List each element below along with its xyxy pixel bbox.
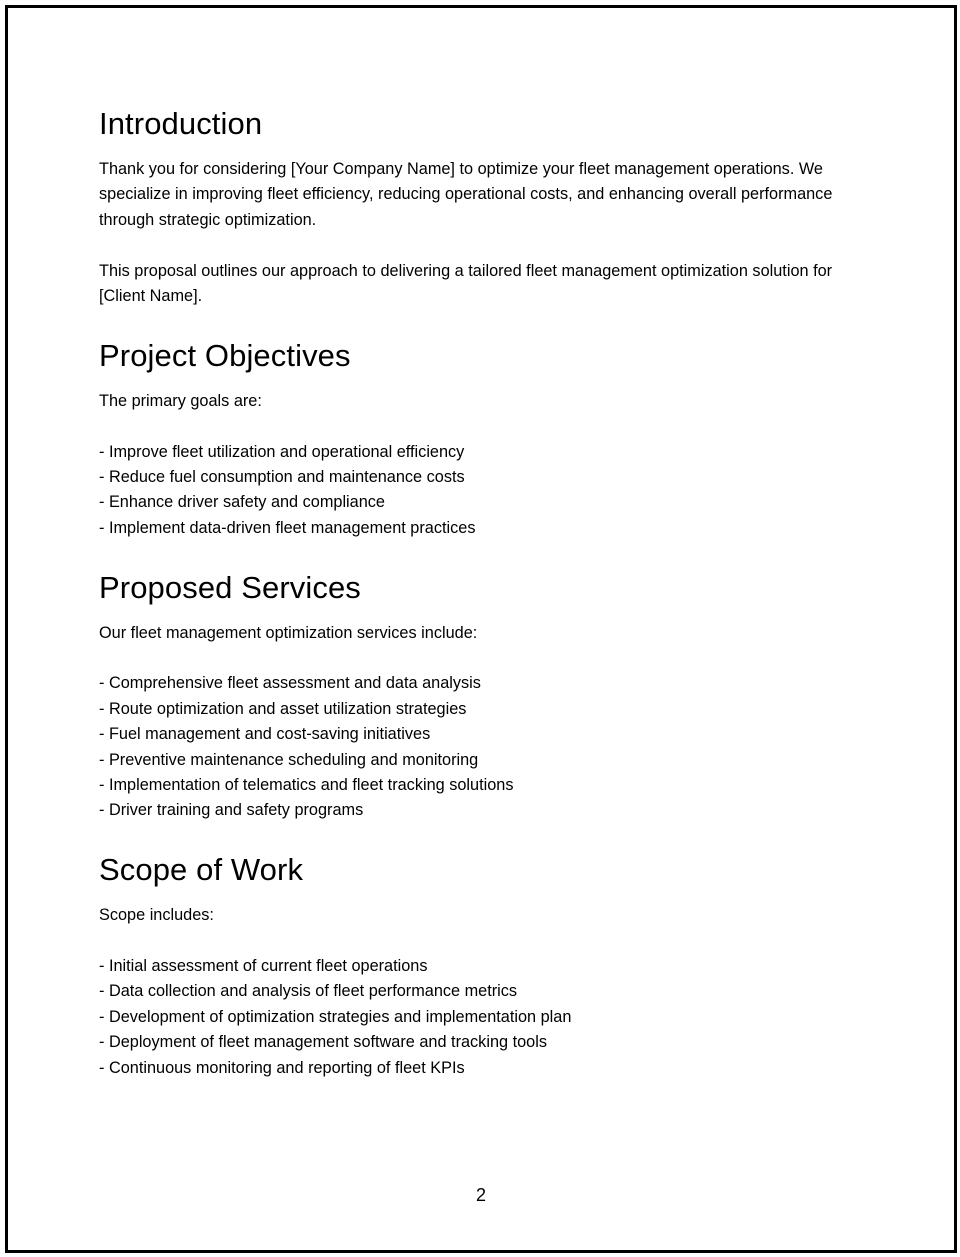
document-page (5, 5, 957, 1253)
list-item: - Route optimization and asset utilization strategies (99, 699, 467, 718)
section-introduction (99, 103, 869, 309)
paragraph: Our fleet management optimization services include: (99, 623, 478, 642)
paragraph: Scope includes: (99, 906, 214, 925)
objectives-list (99, 440, 869, 542)
list-item: - Continuous monitoring and reporting of fleet KPIs (99, 1058, 465, 1077)
list-item: - Data collection and analysis of fleet performance metrics (99, 982, 518, 1001)
section-project-objectives (99, 335, 869, 541)
list-item: - Driver training and safety programs (99, 801, 364, 820)
list-item: - Initial assessment of current fleet operations (99, 957, 428, 976)
list-item: - Development of optimization strategies and implementation plan (99, 1007, 572, 1026)
section-title: Proposed Services (99, 569, 361, 605)
list-item: - Improve fleet utilization and operational efficiency (99, 442, 465, 461)
list-item: - Deployment of fleet management software and tracking tools (99, 1033, 547, 1052)
list-item: - Implementation of telematics and fleet tracking solutions (99, 776, 514, 795)
list-item: - Preventive maintenance scheduling and monitoring (99, 750, 479, 769)
section-title: Introduction (99, 106, 263, 141)
paragraph: This proposal outlines our approach to delivering a tailored fleet management optimization solution for [Client Name]. (99, 261, 833, 306)
section-title: Scope of Work (99, 852, 304, 888)
services-list (99, 671, 869, 823)
list-item: - Reduce fuel consumption and maintenance costs (99, 468, 465, 487)
section-proposed-services (99, 567, 869, 824)
list-item: - Comprehensive fleet assessment and data analysis (99, 674, 481, 693)
list-item: - Enhance driver safety and compliance (99, 493, 385, 512)
scope-list (99, 954, 869, 1081)
list-item: - Fuel management and cost-saving initiatives (99, 725, 431, 744)
paragraph: Thank you for considering [Your Company Name] to optimize your fleet management operations. We specialize in improving fleet efficiency, reducing operational costs, and enhancing overall performance through strategic optimization. (99, 160, 833, 229)
section-title: Project Objectives (99, 337, 351, 373)
section-scope-of-work (99, 849, 869, 1081)
page-number: 2 (475, 1185, 486, 1205)
paragraph: The primary goals are: (99, 391, 262, 410)
list-item: - Implement data-driven fleet management practices (99, 518, 476, 537)
page-content (99, 103, 869, 1106)
